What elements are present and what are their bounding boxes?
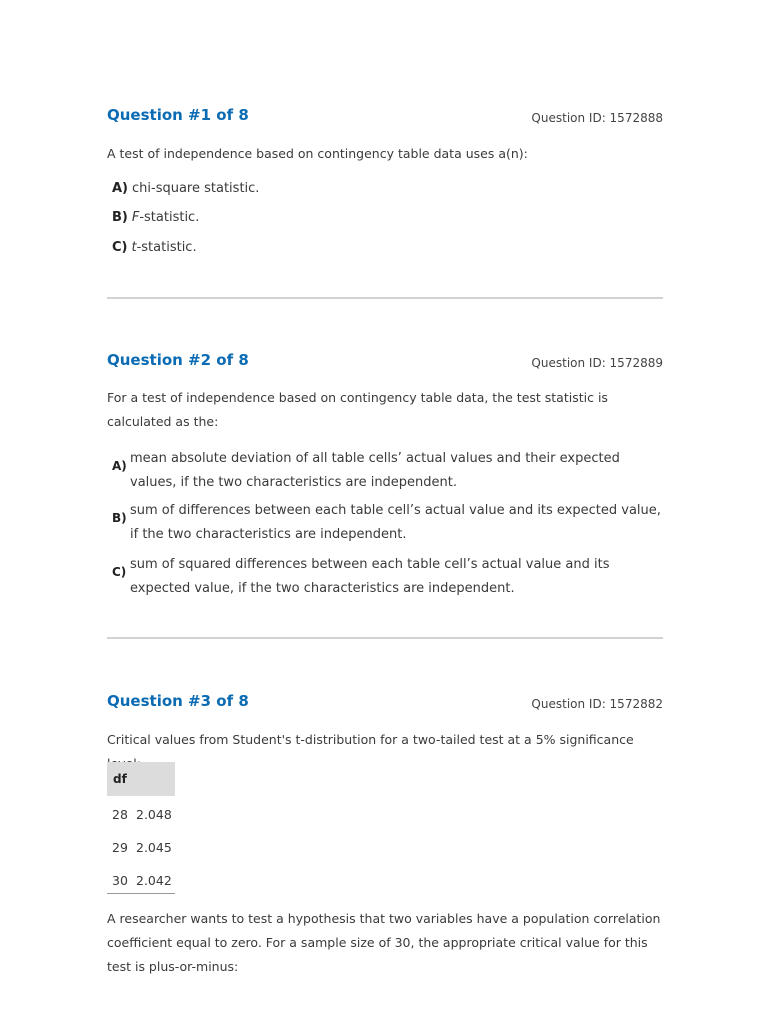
option-letter: A) (112, 181, 129, 196)
option-c[interactable] (112, 553, 672, 601)
option-text: -statistic. (136, 240, 197, 255)
question-stem: For a test of independence based on contingency table data, the test statistic is calculated as the: (107, 390, 608, 429)
option-text: mean absolute deviation of all table cells’ actual values and their expected values, if the two characteristics are independent. (130, 451, 620, 490)
option-letter: B) (112, 511, 127, 525)
question-id: Question ID: 1572888 (531, 111, 663, 125)
divider (107, 297, 663, 299)
question-stem: Critical values from Student's t-distribution for a two-tailed test at a 5% significance (107, 732, 634, 747)
question-stem-continued: A researcher wants to test a hypothesis that two variables have a population correlation coefficient equal to zero. For a sample size of 30, the appropriate critical value for this test is plus-or-minus: (107, 911, 661, 974)
question-1-header (107, 106, 663, 130)
df-cell: 30 (112, 873, 128, 888)
table-header-label: df (113, 772, 127, 786)
option-b[interactable] (112, 210, 199, 225)
question-title: Question #2 of 8 (107, 351, 249, 369)
value-cell: 2.042 (136, 873, 172, 888)
question-stem: A test of independence based on contingency table data uses a(n): (107, 146, 528, 161)
question-3-header (107, 692, 663, 716)
value-cell: 2.048 (136, 807, 172, 822)
question-title: Question #3 of 8 (107, 692, 249, 710)
option-a[interactable] (112, 447, 672, 495)
value-cell: 2.045 (136, 840, 172, 855)
option-letter: A) (112, 459, 127, 473)
option-text: sum of differences between each table cell’s actual value and its expected value, if the two characteristics are independent. (130, 503, 661, 542)
option-text: -statistic. (139, 210, 200, 225)
divider (107, 637, 663, 639)
option-letter: C) (112, 565, 127, 579)
option-italic: t (131, 240, 137, 255)
question-2-header (107, 351, 663, 375)
option-b[interactable] (112, 499, 672, 547)
option-letter: B) (112, 210, 128, 225)
question-title: Question #1 of 8 (107, 106, 249, 124)
option-c[interactable] (112, 240, 197, 255)
table-row (107, 799, 175, 832)
df-cell: 28 (112, 807, 128, 822)
table-header (107, 762, 175, 796)
table-row (107, 832, 175, 865)
question-id: Question ID: 1572882 (531, 697, 663, 711)
question-id: Question ID: 1572889 (531, 356, 663, 370)
option-a[interactable] (112, 181, 259, 196)
table-bottom-rule (107, 893, 175, 894)
option-italic: F (131, 210, 140, 225)
option-text: chi-square statistic. (132, 181, 260, 196)
df-cell: 29 (112, 840, 128, 855)
option-letter: C) (112, 240, 128, 255)
option-text: sum of squared differences between each table cell’s actual value and its expected value, if the two characteristics are independent. (130, 557, 610, 596)
